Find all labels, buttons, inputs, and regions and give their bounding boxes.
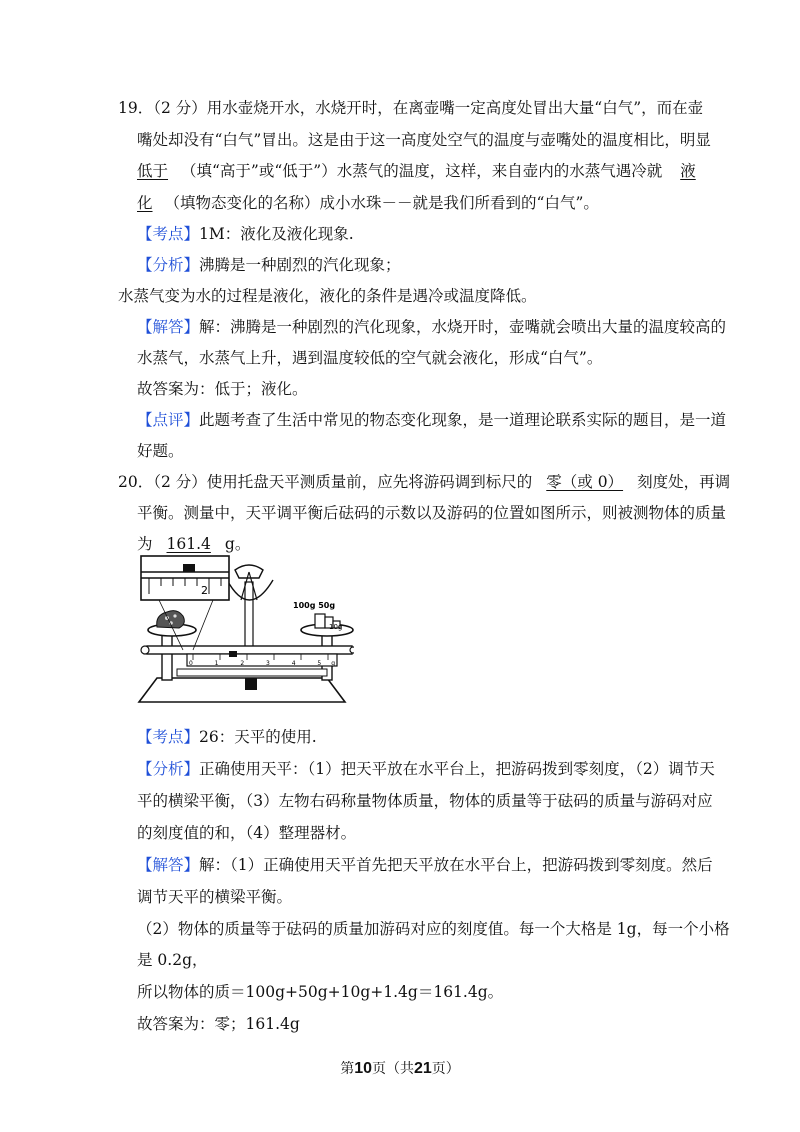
q20-answer-1: 零（或 0） — [546, 473, 624, 491]
inset-scale-digit: 2 — [201, 584, 208, 597]
q20-jieda-4: 是 0.2g， — [137, 951, 208, 969]
q20-fenxi-2: 平的横梁平衡，（3）左物右码称量物体质量，物体的质量等于砝码的质量与游码对应 — [137, 792, 713, 810]
dianping-text: 此题考查了生活中常见的物态变化现象，是一道理论联系实际的题目，是一道 — [199, 411, 727, 429]
jieda-tag: 【解答】 — [137, 856, 200, 874]
q20-kaodian — [137, 727, 317, 747]
q20-fenxi — [137, 759, 715, 779]
q20-jieda — [137, 855, 713, 875]
q19-line-1: 19．（2 分）用水壶烧开水，水烧开时，在离壶嘴一定高度处冒出大量“白气”，而在壶 — [118, 99, 704, 117]
q20-jieda-5: 所以物体的质＝100g+50g+10g+1.4g＝161.4g。 — [137, 983, 504, 1001]
measured-object — [157, 611, 185, 628]
small-weight-label: 10g — [329, 623, 343, 631]
jieda-text: 解：沸腾是一种剧烈的汽化现象，水烧开时，壶嘴就会喷出大量的温度较高的 — [199, 318, 727, 336]
q20-unit: g。 — [224, 535, 251, 553]
q19-jieda — [137, 317, 726, 337]
fenxi-tag: 【分析】 — [137, 760, 200, 778]
q20-answer: 故答案为：零；161.4g — [137, 1015, 300, 1033]
q19-dianping — [137, 410, 726, 430]
balance-beam — [147, 646, 352, 654]
q20-jieda-2: 调节天平的横梁平衡。 — [137, 888, 293, 906]
dianping-tag: 【点评】 — [137, 411, 200, 429]
q19-answer: 故答案为：低于；液化。 — [137, 380, 308, 398]
footer-mid: 页（共 — [372, 1061, 414, 1077]
q19-line-2: 嘴处却没有“白气”冒出。这是由于这一高度处空气的温度与壶嘴处的温度相比，明显 — [137, 131, 711, 149]
kaodian-text: 26：天平的使用. — [199, 728, 317, 746]
q19-line-3-text: （填“高于”或“低于”）水蒸气的温度，这样，来自壶内的水蒸气遇冷就 — [181, 162, 663, 180]
q19-answer-2a: 液 — [680, 162, 696, 180]
inset-rider — [183, 564, 195, 572]
rider — [229, 651, 237, 657]
q20-line-1-tail: 刻度处，再调 — [637, 473, 731, 491]
jieda-text: 解：（1）正确使用天平首先把天平放在水平台上，把游码拨到零刻度。然后 — [199, 856, 713, 874]
q20-jieda-3: （2）物体的质量等于砝码的质量加游码对应的刻度值。每一个大格是 1g，每一个小格 — [137, 920, 730, 938]
kaodian-tag: 【考点】 — [137, 728, 200, 746]
weights-label: 100g 50g — [293, 601, 336, 610]
q20-line-1-text: 20．（2 分）使用托盘天平测质量前，应先将游码调到标尺的 — [118, 473, 533, 491]
jieda-tag: 【解答】 — [137, 318, 200, 336]
page-total: 21 — [414, 1060, 432, 1077]
fenxi-text: 沸腾是一种剧烈的汽化现象； — [199, 256, 401, 274]
balance-base — [139, 678, 345, 702]
q19-dianping-2: 好题。 — [137, 442, 184, 460]
q20-answer-2: 161.4 — [166, 535, 211, 553]
q19-answer-1: 低于 — [137, 162, 169, 180]
q19-jieda-2: 水蒸气，水蒸气上升，遇到温度较低的空气就会液化，形成“白气”。 — [137, 349, 603, 367]
balance-figure — [117, 550, 354, 705]
q19-answer-2b: 化 — [137, 194, 153, 212]
q20-fenxi-3: 的刻度值的和，（4）整理器材。 — [137, 824, 357, 842]
q19-fenxi — [137, 255, 401, 275]
weight-100g — [315, 614, 325, 628]
q19-fenxi-2: 水蒸气变为水的过程是液化，液化的条件是遇冷或温度降低。 — [118, 287, 537, 305]
q20-line-1 — [118, 472, 730, 492]
q19-line-4 — [137, 193, 599, 213]
footer-post: 页） — [431, 1061, 460, 1077]
q20-line-2: 平衡。测量中，天平调平衡后砝码的示数以及游码的位置如图所示，则被测物体的质量 — [137, 504, 727, 522]
kaodian-text: 1M：液化及液化现象. — [199, 225, 354, 243]
fenxi-tag: 【分析】 — [137, 256, 200, 274]
rider-scale — [187, 654, 337, 666]
footer-pre: 第 — [340, 1061, 355, 1077]
q19-line-3 — [137, 161, 696, 181]
q20-line-3-text: 为 — [137, 535, 153, 553]
q19-kaodian — [137, 224, 354, 244]
page-footer — [0, 1058, 800, 1078]
q19-line-4-text: （填物态变化的名称）成小水珠－－就是我们所看到的“白气”。 — [164, 194, 599, 212]
rider-scale-numbers: 0 1 2 3 4 5g — [189, 660, 335, 667]
fenxi-text: 正确使用天平：（1）把天平放在水平台上，把游码拨到零刻度，（2）调节天 — [199, 760, 715, 778]
pointer-dial — [235, 565, 263, 578]
balance-base-block — [245, 678, 257, 690]
page-number: 10 — [354, 1060, 372, 1077]
kaodian-tag: 【考点】 — [137, 225, 200, 243]
